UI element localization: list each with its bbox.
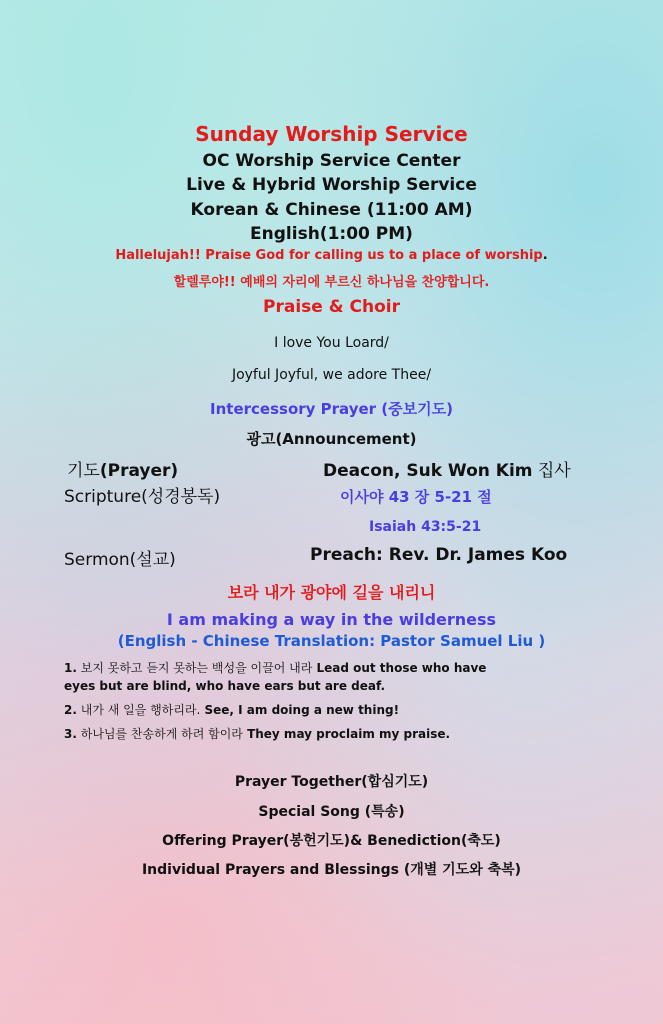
prayer-label-en: (Prayer): [99, 461, 179, 481]
sermon-point-3: [64, 725, 450, 742]
point-3-english: They may proclaim my praise.: [242, 727, 451, 741]
service-center: OC Worship Service Center: [202, 151, 461, 171]
scripture-reference-english: Isaiah 43:5-21: [369, 519, 482, 535]
hallelujah-korean: 할렐루야!! 예배의 자리에 부르신 하나님을 찬양합니다.: [173, 275, 490, 290]
service-title: Sunday Worship Service: [195, 122, 468, 146]
hallelujah-period: .: [542, 248, 548, 263]
announcement: 광고(Announcement): [246, 430, 417, 448]
prayer-together: Prayer Together(합심기도): [234, 774, 429, 790]
point-1-number: 1.: [64, 661, 77, 675]
sermon-translation: (English - Chinese Translation: Pastor Samuel Liu ): [117, 632, 546, 650]
intercessory-kr: (중보기도): [381, 400, 453, 418]
prayer-leader-name: Deacon, Suk Won Kim: [323, 461, 533, 481]
time-korean-chinese: Korean & Chinese (11:00 AM): [190, 200, 473, 220]
intercessory-prayer: [0, 398, 663, 419]
praise-song-1: I love You Loard/: [274, 335, 389, 351]
sermon-point-1-continued: eyes but are blind, who have ears but are deaf.: [64, 679, 386, 693]
praise-heading: Praise & Choir: [263, 297, 400, 317]
sermon-title-korean: 보라 내가 광야에 길을 내리니: [227, 583, 436, 602]
sermon-point-2: [64, 701, 399, 718]
point-1-korean: 보지 못하고 듣지 못하는 백성을 이끌어 내라: [76, 661, 313, 675]
sermon-point-1: [64, 659, 486, 676]
scripture-label: Scripture(성경봉독): [64, 487, 221, 507]
sermon-preacher: Preach: Rev. Dr. James Koo: [310, 545, 568, 565]
prayer-label-kr: 기도: [67, 461, 100, 481]
point-3-number: 3.: [64, 727, 77, 741]
scripture-reference-korean: 이사야 43 장 5-21 절: [340, 488, 492, 506]
sermon-label: Sermon(설교): [64, 550, 176, 570]
special-song: Special Song (특송): [258, 804, 405, 820]
point-2-korean: 내가 새 일을 행하리라.: [76, 703, 201, 717]
prayer-label: [67, 456, 178, 481]
point-1-english: Lead out those who have: [312, 661, 487, 675]
praise-song-2: Joyful Joyful, we adore Thee/: [231, 367, 432, 383]
individual-prayers: Individual Prayers and Blessings (개별 기도와 축복): [141, 862, 522, 878]
hallelujah-english: [0, 248, 663, 263]
intercessory-en: Intercessory Prayer: [210, 400, 382, 418]
hallelujah-english-main: Hallelujah!! Praise God for calling us to a place of worship: [115, 248, 543, 263]
point-2-number: 2.: [64, 703, 77, 717]
prayer-leader-title: 집사: [532, 461, 571, 481]
prayer-leader: [323, 456, 571, 481]
service-format: Live & Hybrid Worship Service: [186, 175, 477, 195]
offering-benediction: Offering Prayer(봉헌기도)& Benediction(축도): [162, 833, 501, 849]
sermon-title-english: I am making a way in the wilderness: [166, 610, 497, 629]
time-english: English(1:00 PM): [250, 224, 413, 244]
point-2-english: See, I am doing a new thing!: [200, 703, 400, 717]
point-3-korean: 하나님를 찬송하게 하려 함이라: [76, 727, 243, 741]
